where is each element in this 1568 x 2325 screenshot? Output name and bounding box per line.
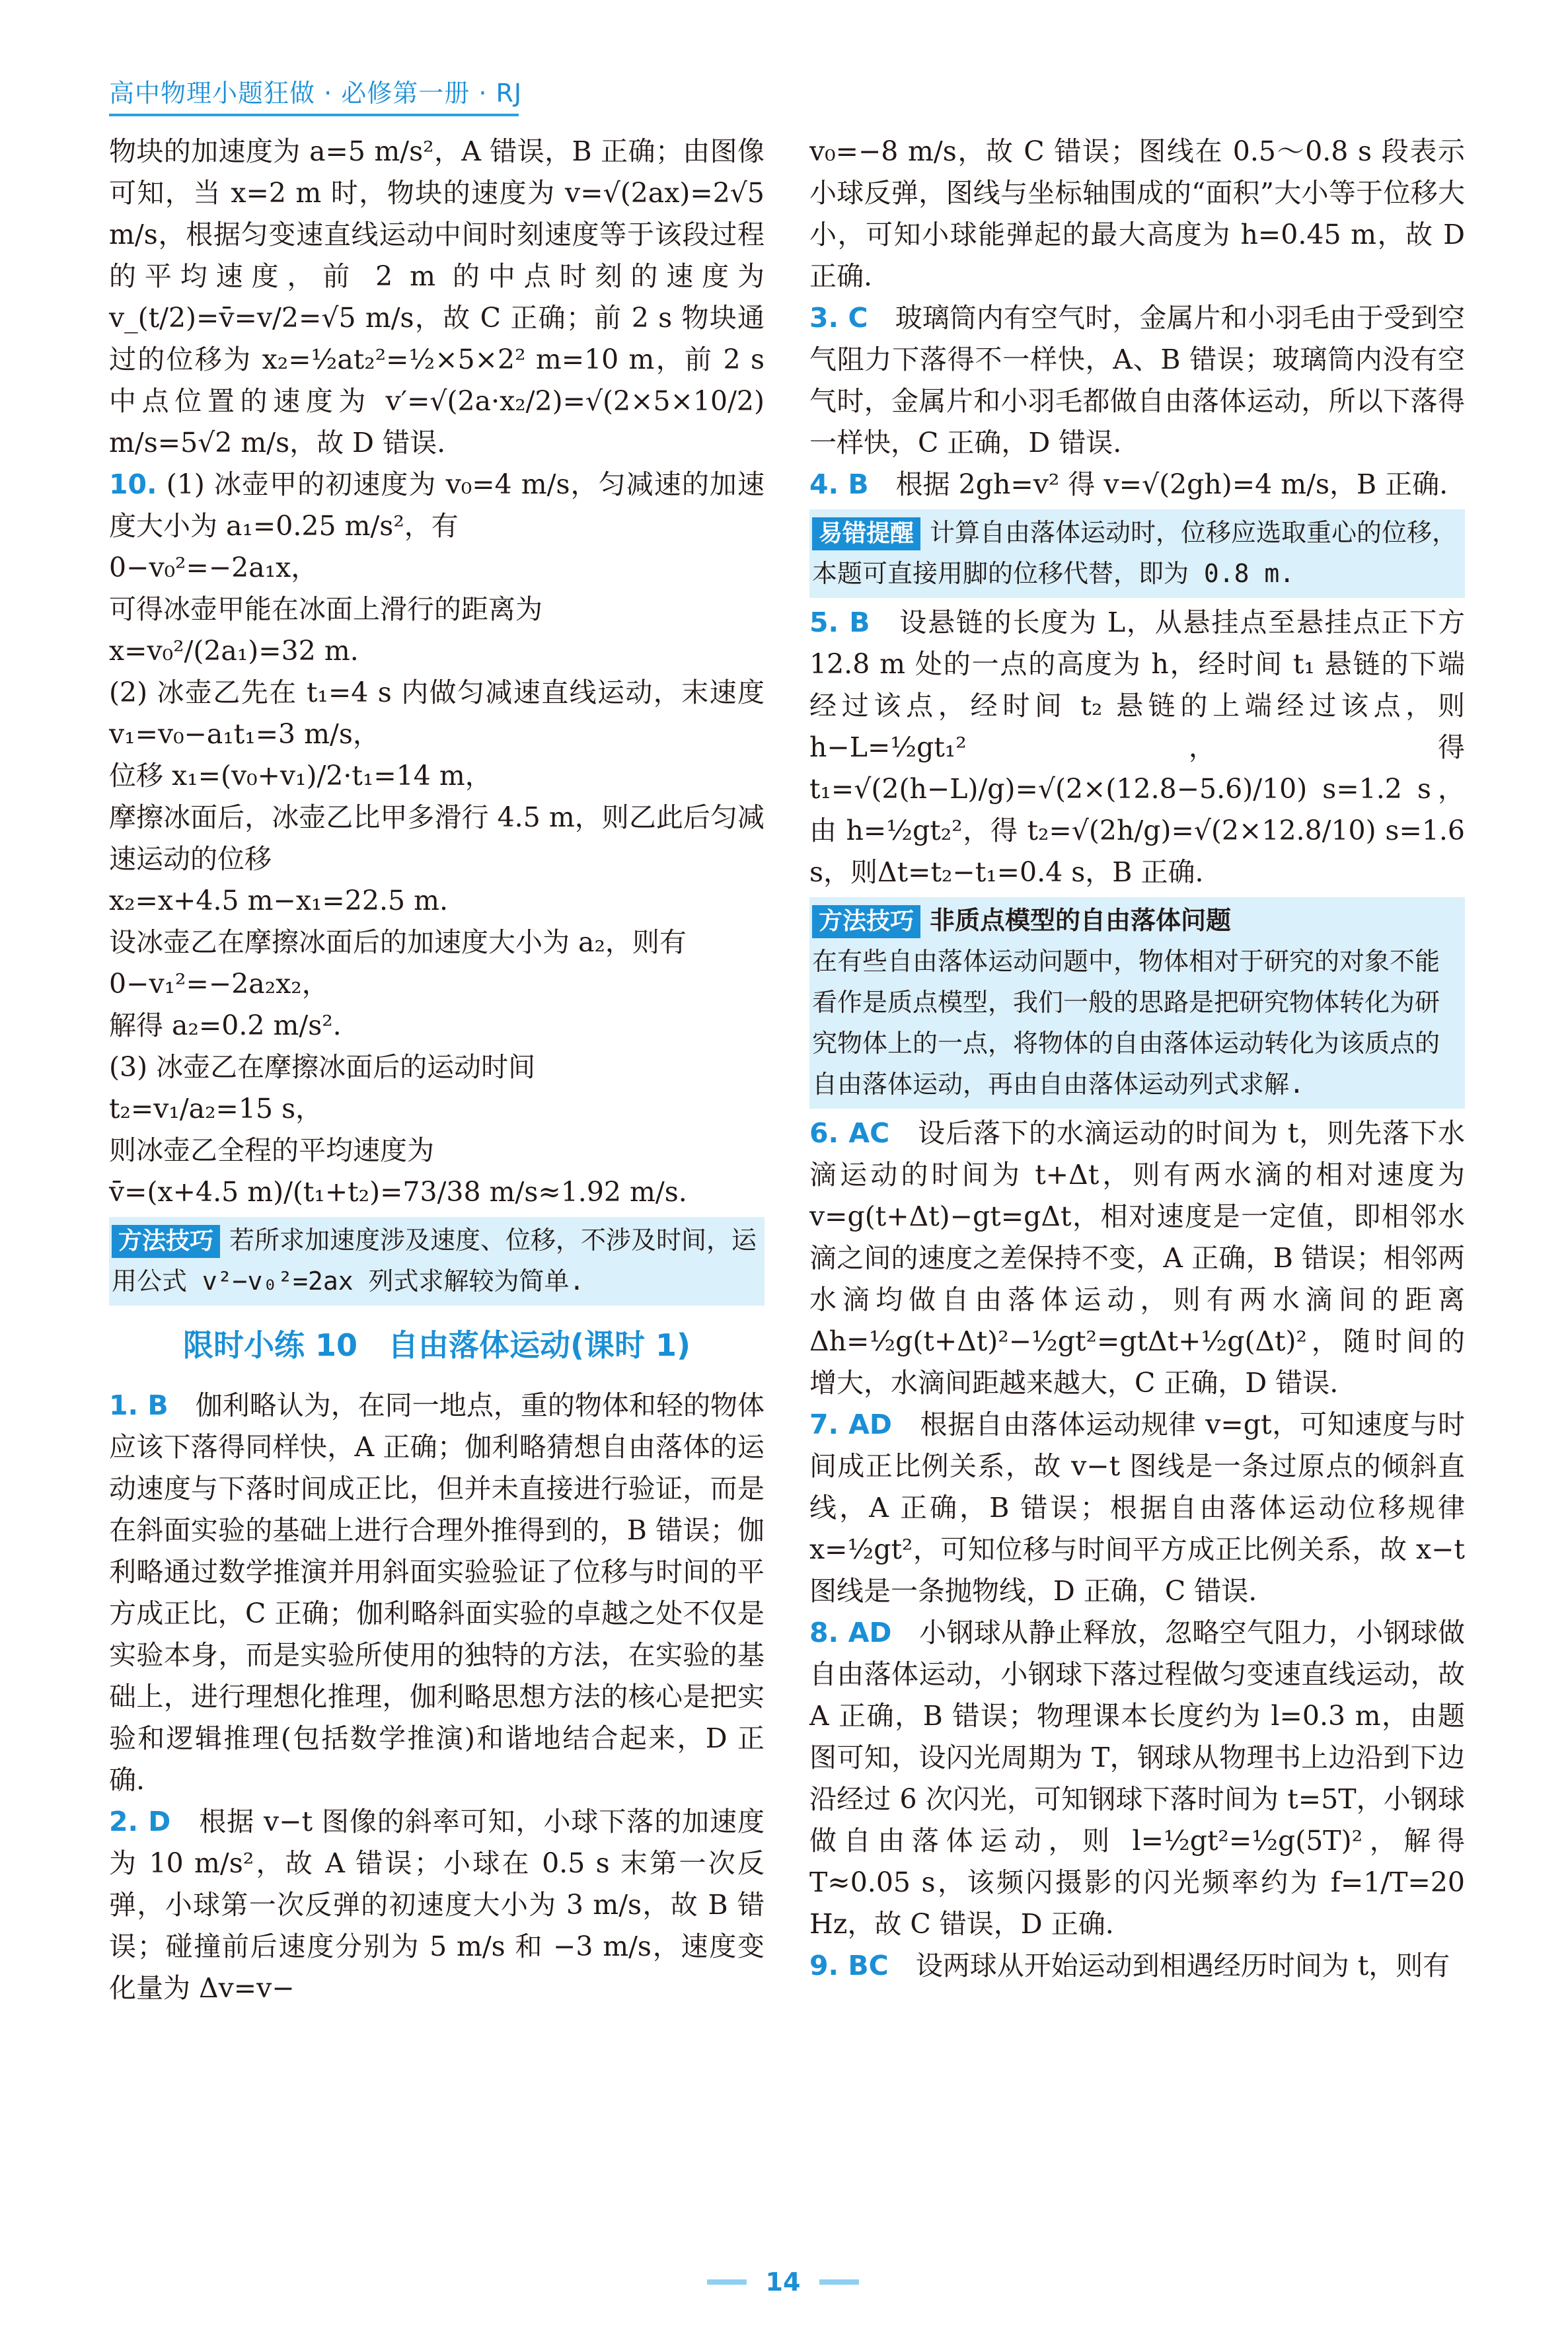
question-number: 3. C — [809, 302, 868, 334]
question-number: 2. D — [109, 1806, 171, 1837]
answer-paragraph: 6. AC 设后落下的水滴运动的时间为 t，则先落下水滴运动的时间为 t+Δt，则有两水滴的相对速度为 v=g(t+Δt)−gt=gΔt，相对速度是一定值，即相邻水滴之间的速度之差保持不变，A 正确，B 错误；相邻两水滴均做自由落体运动，则有两水滴间的距离 Δh=½g(t+Δt)²−½gt²=gtΔt+½g(Δt)²，随时间的增大，水滴间距越来越大，C 正确，D 错误. — [809, 1117, 1465, 1399]
paragraph: 则冰壶乙全程的平均速度为 — [109, 1134, 434, 1166]
left-column — [109, 131, 765, 2009]
paragraph: 0−v₀²=−2a₁x， — [109, 552, 318, 583]
paragraph: 0−v₁²=−2a₂x₂， — [109, 968, 329, 1000]
question-number: 6. AC — [809, 1117, 890, 1149]
answer-paragraph: 5. B 设悬链的长度为 L，从悬挂点至悬挂点正下方 12.8 m 处的一点的高度为 h，经时间 t₁ 悬链的下端经过该点，经时间 t₂ 悬链的上端经过该点，则 h−L=½gt₁²，得 t₁=√(2(h−L)/g)=√(2×(12.8−5.6)/10) s=1.2 s，由 h=½gt₂²，得 t₂=√(2h/g)=√(2×12.8/10) s=1.6 s，则Δt=t₂−t₁=0.4 s，B 正确. — [809, 607, 1466, 888]
question-number: 4. B — [809, 468, 869, 500]
section-title: 限时小练 10 自由落体运动(课时 1) — [182, 1327, 691, 1363]
paragraph: 10. (1) 冰壶甲的初速度为 v₀=4 m/s，匀减速的加速度大小为 a₁=0.25 m/s²，有 — [109, 468, 765, 542]
tip-text: 在有些自由落体运动问题中，物体相对于研究的对象不能看作是质点模型，我们一般的思路是把研究物体转化为研究物体上的一点，将物体的自由落体运动转化为该质点的自由落体运动，再由自由落体运动列式求解. — [812, 947, 1440, 1099]
tip-box-method — [109, 1217, 765, 1306]
question-number: 8. AD — [809, 1617, 892, 1648]
paragraph: 可得冰壶甲能在冰面上滑行的距离为 — [109, 593, 542, 625]
answer-paragraph: 9. BC 设两球从开始运动到相遇经历时间为 t，则有 — [809, 1950, 1450, 1981]
paragraph: v̄=(x+4.5 m)/(t₁+t₂)=73/38 m/s≈1.92 m/s. — [109, 1176, 687, 1208]
tip-box-method-2 — [809, 897, 1465, 1109]
tip-text: 计算自由落体运动时，位移应选取重心的位移，本题可直接用脚的位移代替，即为 0.8 m. — [812, 518, 1458, 588]
page-number-bar-left — [707, 2279, 747, 2285]
answer-paragraph: 2. D 根据 v−t 图像的斜率可知，小球下落的加速度为 10 m/s²，故 A 错误；小球在 0.5 s 末第一次反弹，小球第一次反弹的初速度大小为 3 m/s，故 B 错误；碰撞前后速度分别为 5 m/s 和 −3 m/s，速度变化量为 Δv=v− — [109, 1806, 765, 2004]
tip-title: 非质点模型的自由落体问题 — [930, 906, 1232, 935]
answer-paragraph: 4. B 根据 2gh=v² 得 v=√(2gh)=4 m/s，B 正确. — [809, 468, 1448, 500]
page-header: 高中物理小题狂做 · 必修第一册 · RJ — [109, 79, 523, 108]
answer-paragraph: 7. AD 根据自由落体运动规律 v=gt，可知速度与时间成正比例关系，故 v−t 图线是一条过原点的倾斜直线，A 正确，B 错误；根据自由落体运动位移规律 x=½gt²，可知位移与时间平方成正比例关系，故 x−t 图线是一条抛物线，D 正确，C 错误. — [809, 1409, 1465, 1607]
page-number-bar-right — [819, 2279, 859, 2285]
right-column — [809, 131, 1465, 1987]
paragraph: (3) 冰壶乙在摩擦冰面后的运动时间 — [109, 1051, 536, 1083]
header-rule — [109, 114, 519, 116]
paragraph: 摩擦冰面后，冰壶乙比甲多滑行 4.5 m，则乙此后匀减速运动的位移 — [109, 801, 765, 875]
page-number — [733, 2265, 833, 2299]
tip-tag: 方法技巧 — [812, 905, 920, 938]
answer-paragraph: 1. B 伽利略认为，在同一地点，重的物体和轻的物体应该下落得同样快，A 正确；伽利略猜想自由落体的运动速度与下落时间成正比，但并未直接进行验证，而是在斜面实验的基础上进行合理外推得到的，B 错误；伽利略通过数学推演并用斜面实验验证了位移与时间的平方成正比，C 正确；伽利略斜面实验的卓越之处不仅是实验本身，而是实验所使用的独特的方法，在实验的基础上，进行理想化推理，伽利略思想方法的核心是把实验和逻辑推理(包括数学推演)和谐地结合起来，D 正确. — [109, 1389, 765, 1796]
tip-tag: 易错提醒 — [812, 517, 920, 550]
tip-tag: 方法技巧 — [112, 1225, 220, 1258]
paragraph: 设冰壶乙在摩擦冰面后的加速度大小为 a₂，则有 — [109, 926, 687, 958]
question-number: 1. B — [109, 1389, 168, 1421]
question-number: 7. AD — [809, 1409, 892, 1440]
paragraph: t₂=v₁/a₂=15 s， — [109, 1093, 323, 1125]
tip-text: 若所求加速度涉及速度、位移，不涉及时间，运用公式 v²−v₀²=2ax 列式求解较为简单. — [112, 1226, 757, 1296]
question-number: 10. — [109, 468, 157, 500]
paragraph: 物块的加速度为 a=5 m/s²，A 错误，B 正确；由图像可知，当 x=2 m 时，物块的速度为 v=√(2ax)=2√5 m/s，根据匀变速直线运动中间时刻速度等于该段过程的平均速度，前 2 m 的中点时刻的速度为 v_(t/2)=v̄=v/2=√5 m/s，故 C 正确；前 2 s 物块通过的位移为 x₂=½at₂²=½×5×2² m=10 m，前 2 s 中点位置的速度为 v′=√(2a·x₂/2)=√(2×5×10/2) m/s=5√2 m/s，故 D 错误. — [109, 135, 765, 459]
paragraph: x₂=x+4.5 m−x₁=22.5 m. — [109, 885, 449, 916]
paragraph: (2) 冰壶乙先在 t₁=4 s 内做匀减速直线运动，末速度 v₁=v₀−a₁t₁=3 m/s， — [109, 677, 765, 750]
tip-box-error — [809, 509, 1465, 598]
answer-paragraph: 8. AD 小钢球从静止释放，忽略空气阻力，小钢球做自由落体运动，小钢球下落过程做匀变速直线运动，故 A 正确，B 错误；物理课本长度约为 l=0.3 m，由题图可知，设闪光周期为 T，钢球从物理书上边沿到下边沿经过 6 次闪光，可知钢球下落时间为 t=5T，小钢球做自由落体运动，则 l=½gt²=½g(5T)²，解得 T≈0.05 s，该频闪摄影的闪光频率约为 f=1/T=20 Hz，故 C 错误，D 正确. — [809, 1617, 1465, 1940]
question-number: 5. B — [809, 607, 870, 638]
paragraph: 解得 a₂=0.2 m/s². — [109, 1010, 342, 1041]
paragraph: v₀=−8 m/s，故 C 错误；图线在 0.5～0.8 s 段表示小球反弹，图线与坐标轴围成的“面积”大小等于位移大小，可知小球能弹起的最大高度为 h=0.45 m，故 D 正确. — [809, 135, 1465, 292]
paragraph: 位移 x₁=(v₀+v₁)/2·t₁=14 m， — [109, 760, 492, 792]
answer-paragraph: 3. C 玻璃筒内有空气时，金属片和小羽毛由于受到空气阻力下落得不一样快，A、B 错误；玻璃筒内没有空气时，金属片和小羽毛都做自由落体运动，所以下落得一样快，C 正确，D 错误. — [809, 302, 1466, 459]
page-number-text: 14 — [765, 2268, 801, 2297]
question-number: 9. BC — [809, 1950, 889, 1981]
paragraph: x=v₀²/(2a₁)=32 m. — [109, 635, 359, 667]
